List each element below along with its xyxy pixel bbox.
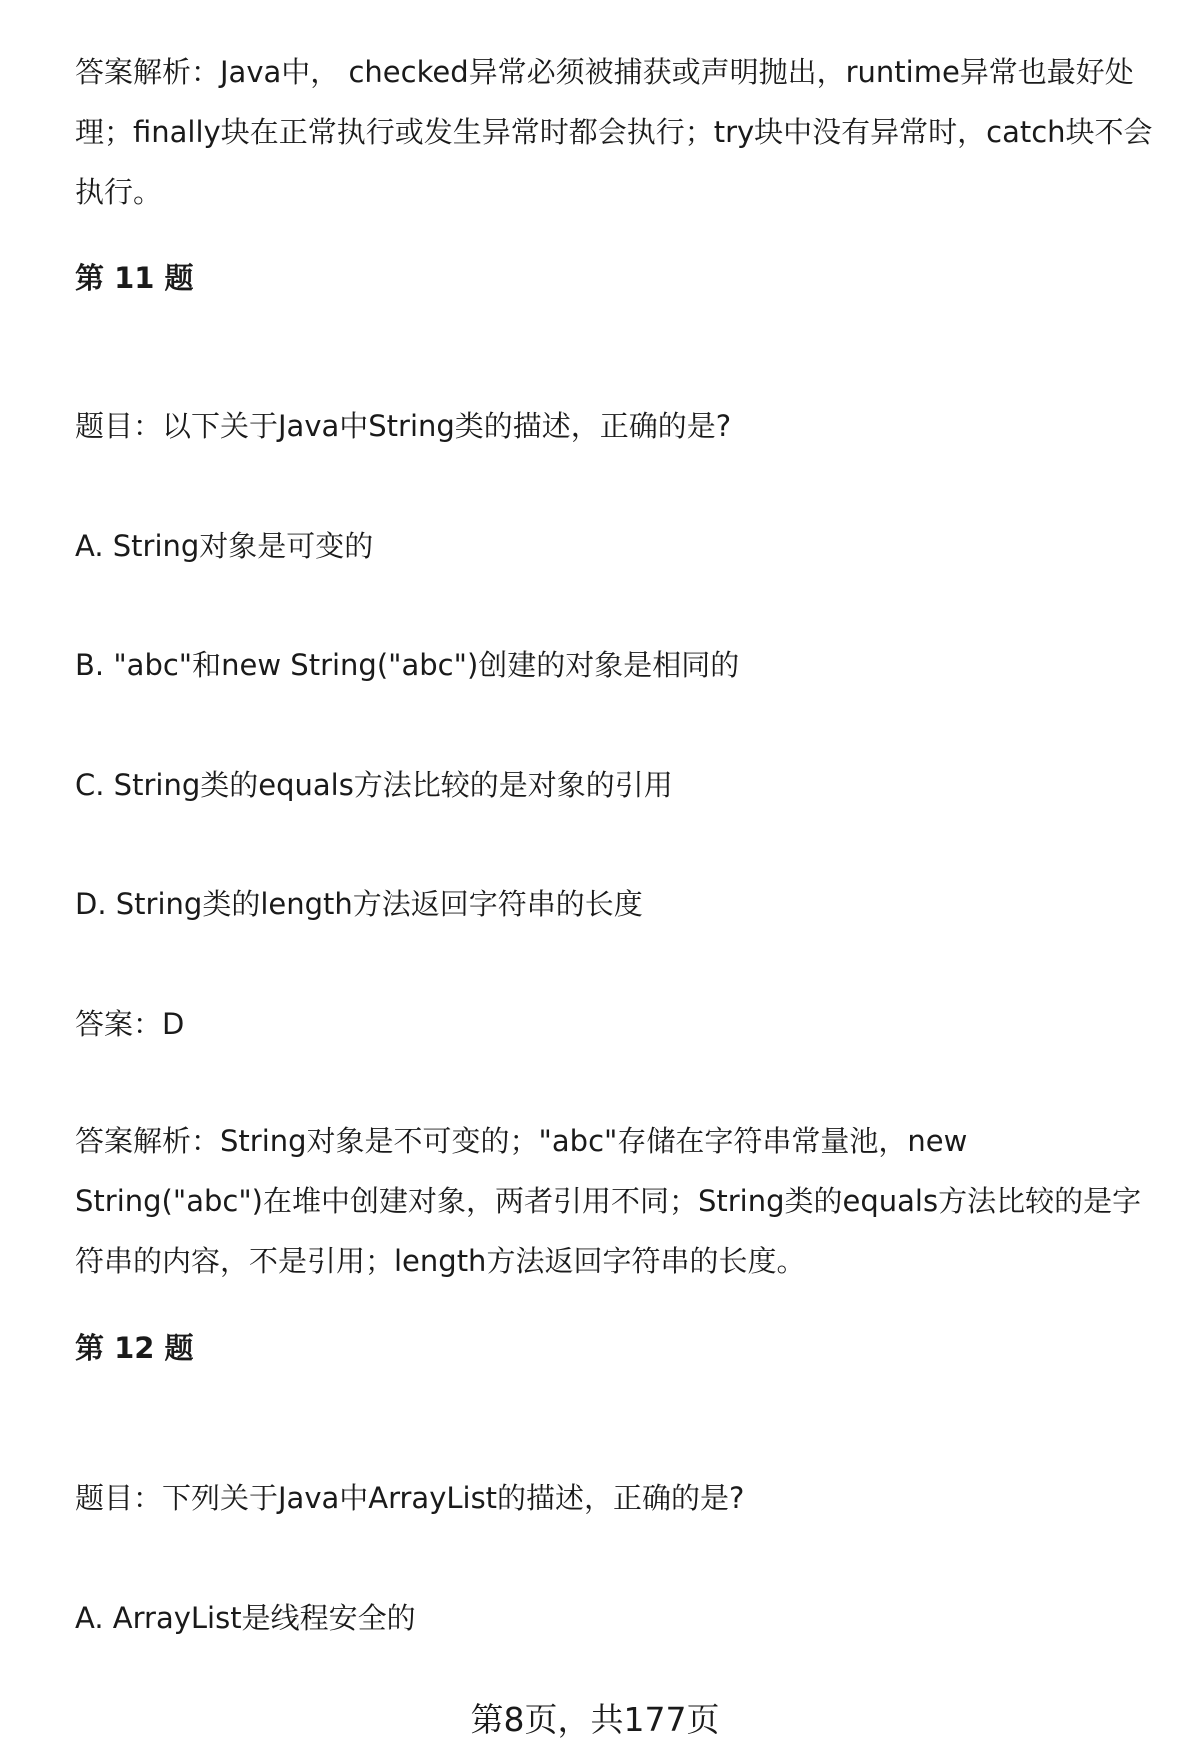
- question-11-option-d: D. String类的length方法返回字符串的长度: [75, 887, 643, 921]
- question-11-heading: 第 11 题: [75, 261, 194, 295]
- question-12-heading: 第 12 题: [75, 1331, 194, 1365]
- previous-answer-explanation: 答案解析：Java中， checked异常必须被捕获或声明抛出，runtime异常也最好处理；finally块在正常执行或发生异常时都会执行；try块中没有异常时，catch块不会执行。: [75, 55, 1153, 209]
- question-11-text: 题目：以下关于Java中String类的描述，正确的是?: [75, 409, 732, 443]
- question-11-explanation: 答案解析：String对象是不可变的；"abc"存储在字符串常量池，new String("abc")在堆中创建对象，两者引用不同；String类的equals方法比较的是字符串的内容，不是引用；length方法返回字符串的长度。: [75, 1124, 1142, 1278]
- page-number-footer: 第8页，共177页: [470, 1700, 720, 1739]
- question-11-option-c: C. String类的equals方法比较的是对象的引用: [75, 768, 673, 802]
- question-12-text: 题目：下列关于Java中ArrayList的描述，正确的是?: [75, 1481, 745, 1515]
- question-12-option-a: A. ArrayList是线程安全的: [75, 1601, 416, 1635]
- question-11-option-a: A. String对象是可变的: [75, 529, 374, 563]
- question-11-option-b: B. "abc"和new String("abc")创建的对象是相同的: [75, 648, 740, 682]
- question-11-answer: 答案：D: [75, 1007, 185, 1041]
